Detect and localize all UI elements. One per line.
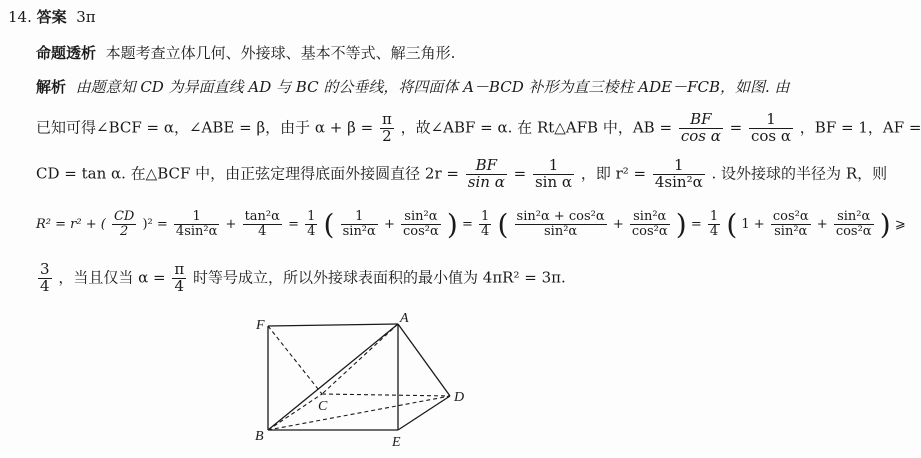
denominator: sin²α bbox=[774, 224, 808, 239]
numerator: 1 bbox=[174, 210, 219, 225]
denominator: sin²α bbox=[544, 224, 578, 239]
denominator: 4sin²α bbox=[654, 172, 703, 191]
diagonal-ab bbox=[268, 324, 398, 430]
one-plus: 1 + bbox=[741, 217, 765, 232]
edge-ed bbox=[398, 396, 450, 430]
numerator: 1 bbox=[481, 209, 490, 225]
denominator: 4 bbox=[709, 224, 719, 239]
paren-open: ( bbox=[726, 208, 738, 241]
plus: + bbox=[383, 217, 395, 232]
text-2c: ，BF = 1，AF = bbox=[799, 118, 921, 137]
denominator: sin α bbox=[534, 172, 573, 191]
fraction-1-cos bbox=[749, 112, 793, 145]
numerator: sin²α bbox=[630, 210, 670, 225]
label-e: E bbox=[392, 435, 401, 450]
text-3a: CD = tan α. 在△BCF 中，由正弦定理得底面外接圆直径 2r = bbox=[36, 164, 459, 183]
plus: + bbox=[816, 217, 828, 232]
denominator: 4 bbox=[174, 276, 185, 295]
denominator: cos²α bbox=[835, 224, 872, 239]
label-b: B bbox=[255, 429, 264, 444]
label-f: F bbox=[256, 318, 265, 333]
numerator: 1 bbox=[749, 112, 793, 129]
text-2a: 已知可得∠BCF = α，∠ABE = β，由于 α + β = bbox=[36, 118, 374, 137]
numerator: sin²α bbox=[401, 210, 441, 225]
plus: + bbox=[612, 217, 624, 232]
denominator: 4 bbox=[258, 224, 267, 239]
denominator: 4sin²α bbox=[175, 224, 218, 239]
edge-fa bbox=[268, 324, 398, 326]
denominator: cos²α bbox=[403, 224, 439, 239]
hidden-edge-ac bbox=[322, 324, 398, 394]
fraction-cos2-sin2 bbox=[771, 210, 811, 238]
denominator: cos α bbox=[750, 126, 792, 145]
numerator: π bbox=[381, 110, 392, 128]
denominator: 4 bbox=[481, 224, 490, 239]
label-c: C bbox=[318, 399, 328, 414]
numerator: 1 bbox=[533, 158, 574, 175]
hidden-edge-cd bbox=[322, 394, 450, 396]
text-4b: )² = bbox=[142, 217, 168, 232]
numerator: sin²α + cos²α bbox=[516, 209, 605, 225]
question-number: 14. bbox=[8, 8, 32, 26]
text-5a: ，当且仅当 α = bbox=[58, 268, 166, 287]
denominator: 4 bbox=[307, 224, 316, 239]
answer-label: 答案 bbox=[36, 8, 67, 26]
analysis-text: 本题考查立体几何、外接球、基本不等式、解三角形. bbox=[105, 44, 456, 62]
denominator: 2 bbox=[120, 224, 129, 239]
geq-sign: ⩾ bbox=[894, 217, 906, 232]
text-5b: 时等号成立，所以外接球表面积的最小值为 4πR² = 3π. bbox=[193, 268, 566, 287]
answer-value: 3π bbox=[76, 8, 96, 26]
numerator: 3 bbox=[40, 260, 50, 278]
hidden-edge-bc bbox=[268, 394, 322, 430]
equals: = bbox=[462, 217, 473, 232]
text-4a: R² = r² + ( bbox=[36, 217, 106, 232]
solution-label: 解析 bbox=[36, 78, 67, 96]
equals: = bbox=[288, 217, 299, 232]
paren-open: ( bbox=[497, 208, 509, 241]
text-2b: ，故∠ABF = α. 在 Rt△AFB 中，AB = bbox=[400, 118, 673, 137]
label-d: D bbox=[454, 390, 465, 405]
equals: = bbox=[729, 118, 743, 137]
paren-open: ( bbox=[323, 208, 335, 241]
numerator: 1 bbox=[653, 158, 705, 175]
denominator: cos α bbox=[680, 126, 721, 145]
solution-text-1: 由题意知 CD 为异面直线 AD 与 BC 的公垂线，将四面体 A－BCD 补形为直三棱柱 ADE－FCB，如图. 由 bbox=[75, 78, 790, 96]
hidden-edge-fc bbox=[268, 326, 322, 394]
numerator: BF bbox=[679, 112, 723, 129]
numerator: 1 bbox=[341, 210, 378, 225]
fraction-sin2-cos2 bbox=[834, 210, 874, 238]
denominator: 4 bbox=[40, 276, 50, 295]
numerator: CD bbox=[113, 209, 135, 225]
denominator: sin²α bbox=[342, 224, 376, 239]
text-3b: ，即 r² = bbox=[580, 164, 647, 183]
paren-close: ) bbox=[446, 208, 458, 241]
edge-ad bbox=[398, 324, 450, 396]
denominator: cos²α bbox=[631, 224, 668, 239]
numerator: 1 bbox=[709, 209, 719, 225]
text-3c: . 设外接球的半径为 R，则 bbox=[711, 164, 888, 183]
paren-close: ) bbox=[879, 208, 891, 241]
numerator: sin²α bbox=[834, 210, 874, 225]
label-a: A bbox=[400, 311, 409, 326]
numerator: π bbox=[174, 260, 185, 278]
hidden-edge-bd bbox=[268, 396, 450, 430]
denominator: 2 bbox=[382, 126, 392, 145]
equals: = bbox=[513, 164, 527, 183]
numerator: BF bbox=[466, 158, 507, 175]
analysis-label: 命题透析 bbox=[36, 44, 97, 62]
paren-close: ) bbox=[675, 208, 687, 241]
numerator: cos²α bbox=[772, 209, 809, 225]
plus: + bbox=[225, 217, 237, 232]
numerator: tan²α bbox=[244, 209, 280, 225]
denominator: sin α bbox=[467, 172, 505, 191]
equals: = bbox=[690, 217, 702, 232]
numerator: 1 bbox=[307, 209, 316, 225]
